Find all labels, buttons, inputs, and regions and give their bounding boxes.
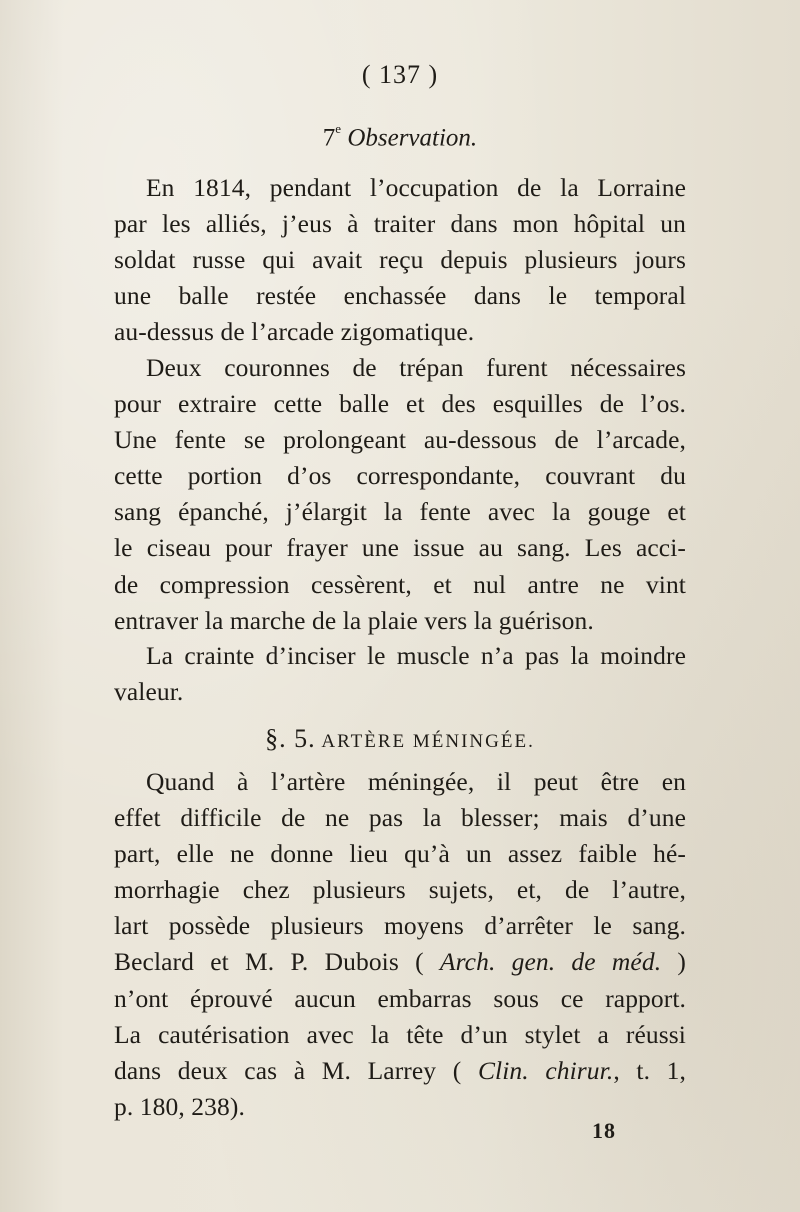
paragraph-1-line: une balle restée enchassée dans le temporal [114, 281, 686, 311]
paragraph-4-line: La cautérisation avec la tête d’un stylet a réussi [114, 1019, 686, 1049]
paragraph-3 [114, 638, 686, 710]
paragraph-2-line: Deux couronnes de trépan furent nécessaires [146, 353, 686, 382]
paragraph-2-line: sang épanché, j’élargit la fente avec la gouge et [114, 497, 686, 527]
paragraph-1-line: En 1814, pendant l’occupation de la Lorraine [146, 173, 686, 202]
paragraph-2-line: Une fente se prolongeant au-dessous de l’arcade, [114, 425, 686, 455]
citation-prefix: Beclard et M. P. Dubois ( [114, 947, 424, 977]
paragraph-2-line: cette portion d’os correspondante, couvrant du [114, 461, 686, 491]
paragraph-4-line [114, 944, 686, 980]
paragraph-1-line: au-dessus de l’arcade zigomatique. [114, 317, 475, 347]
paragraph-4-line: morrhagie chez plusieurs sujets, et, de l’autre, [114, 875, 686, 905]
page-number: ( 137 ) [361, 60, 439, 89]
paragraph-2-line: de compression cessèrent, et nul antre ne vint [114, 569, 686, 599]
paragraph-4-line: n’ont éprouvé aucun embarras sous ce rapport. [114, 983, 686, 1013]
section-heading-text: ARTÈRE MÉNINGÉE. [321, 731, 535, 752]
paragraph-4-line: Quand à l’artère méningée, il peut être en [146, 767, 686, 796]
paragraph-2 [114, 350, 686, 639]
paragraph-2-line: entraver la marche de la plaie vers la guérison. [114, 605, 594, 635]
paragraph-1-line: par les alliés, j’eus à traiter dans mon hôpital un [114, 209, 686, 239]
paragraph-2-line: le ciseau pour frayer une issue au sang. Les acci- [114, 533, 686, 563]
paragraph-2-line: pour extraire cette balle et des esquilles de l’os. [114, 389, 686, 419]
observation-superscript: e [335, 121, 342, 136]
observation-number: 7 [322, 124, 336, 152]
citation-suffix: , t. 1, [613, 1055, 686, 1085]
paragraph-1 [114, 170, 686, 350]
observation-title-text: Observation. [347, 124, 478, 152]
paragraph-4 [114, 764, 686, 1125]
citation-journal: Arch. gen. de méd. [439, 947, 662, 977]
paragraph-4-line: lart possède plusieurs moyens d’arrêter le sang. [114, 911, 686, 941]
citation-suffix: ) [677, 947, 686, 977]
section-symbol: §. 5. [265, 724, 316, 753]
citation-book: Clin. chirur. [477, 1055, 614, 1085]
section-heading [0, 724, 800, 754]
paragraph-3-line: La crainte d’inciser le muscle n’a pas la moindre [146, 641, 686, 670]
paragraph-1-line: soldat russe qui avait reçu depuis plusieurs jours [114, 245, 686, 275]
paragraph-4-line [114, 1053, 686, 1089]
paragraph-4-line: effet difficile de ne pas la blesser; mais d’une [114, 803, 686, 833]
signature-mark: 18 [592, 1118, 616, 1143]
observation-title [0, 121, 800, 152]
paragraph-4-line: p. 180, 238). [114, 1091, 245, 1121]
paragraph-4-line: part, elle ne donne lieu qu’à un assez faible hé- [114, 839, 686, 869]
citation-prefix: dans deux cas à M. Larrey ( [114, 1055, 462, 1085]
paragraph-3-line: valeur. [114, 677, 184, 707]
